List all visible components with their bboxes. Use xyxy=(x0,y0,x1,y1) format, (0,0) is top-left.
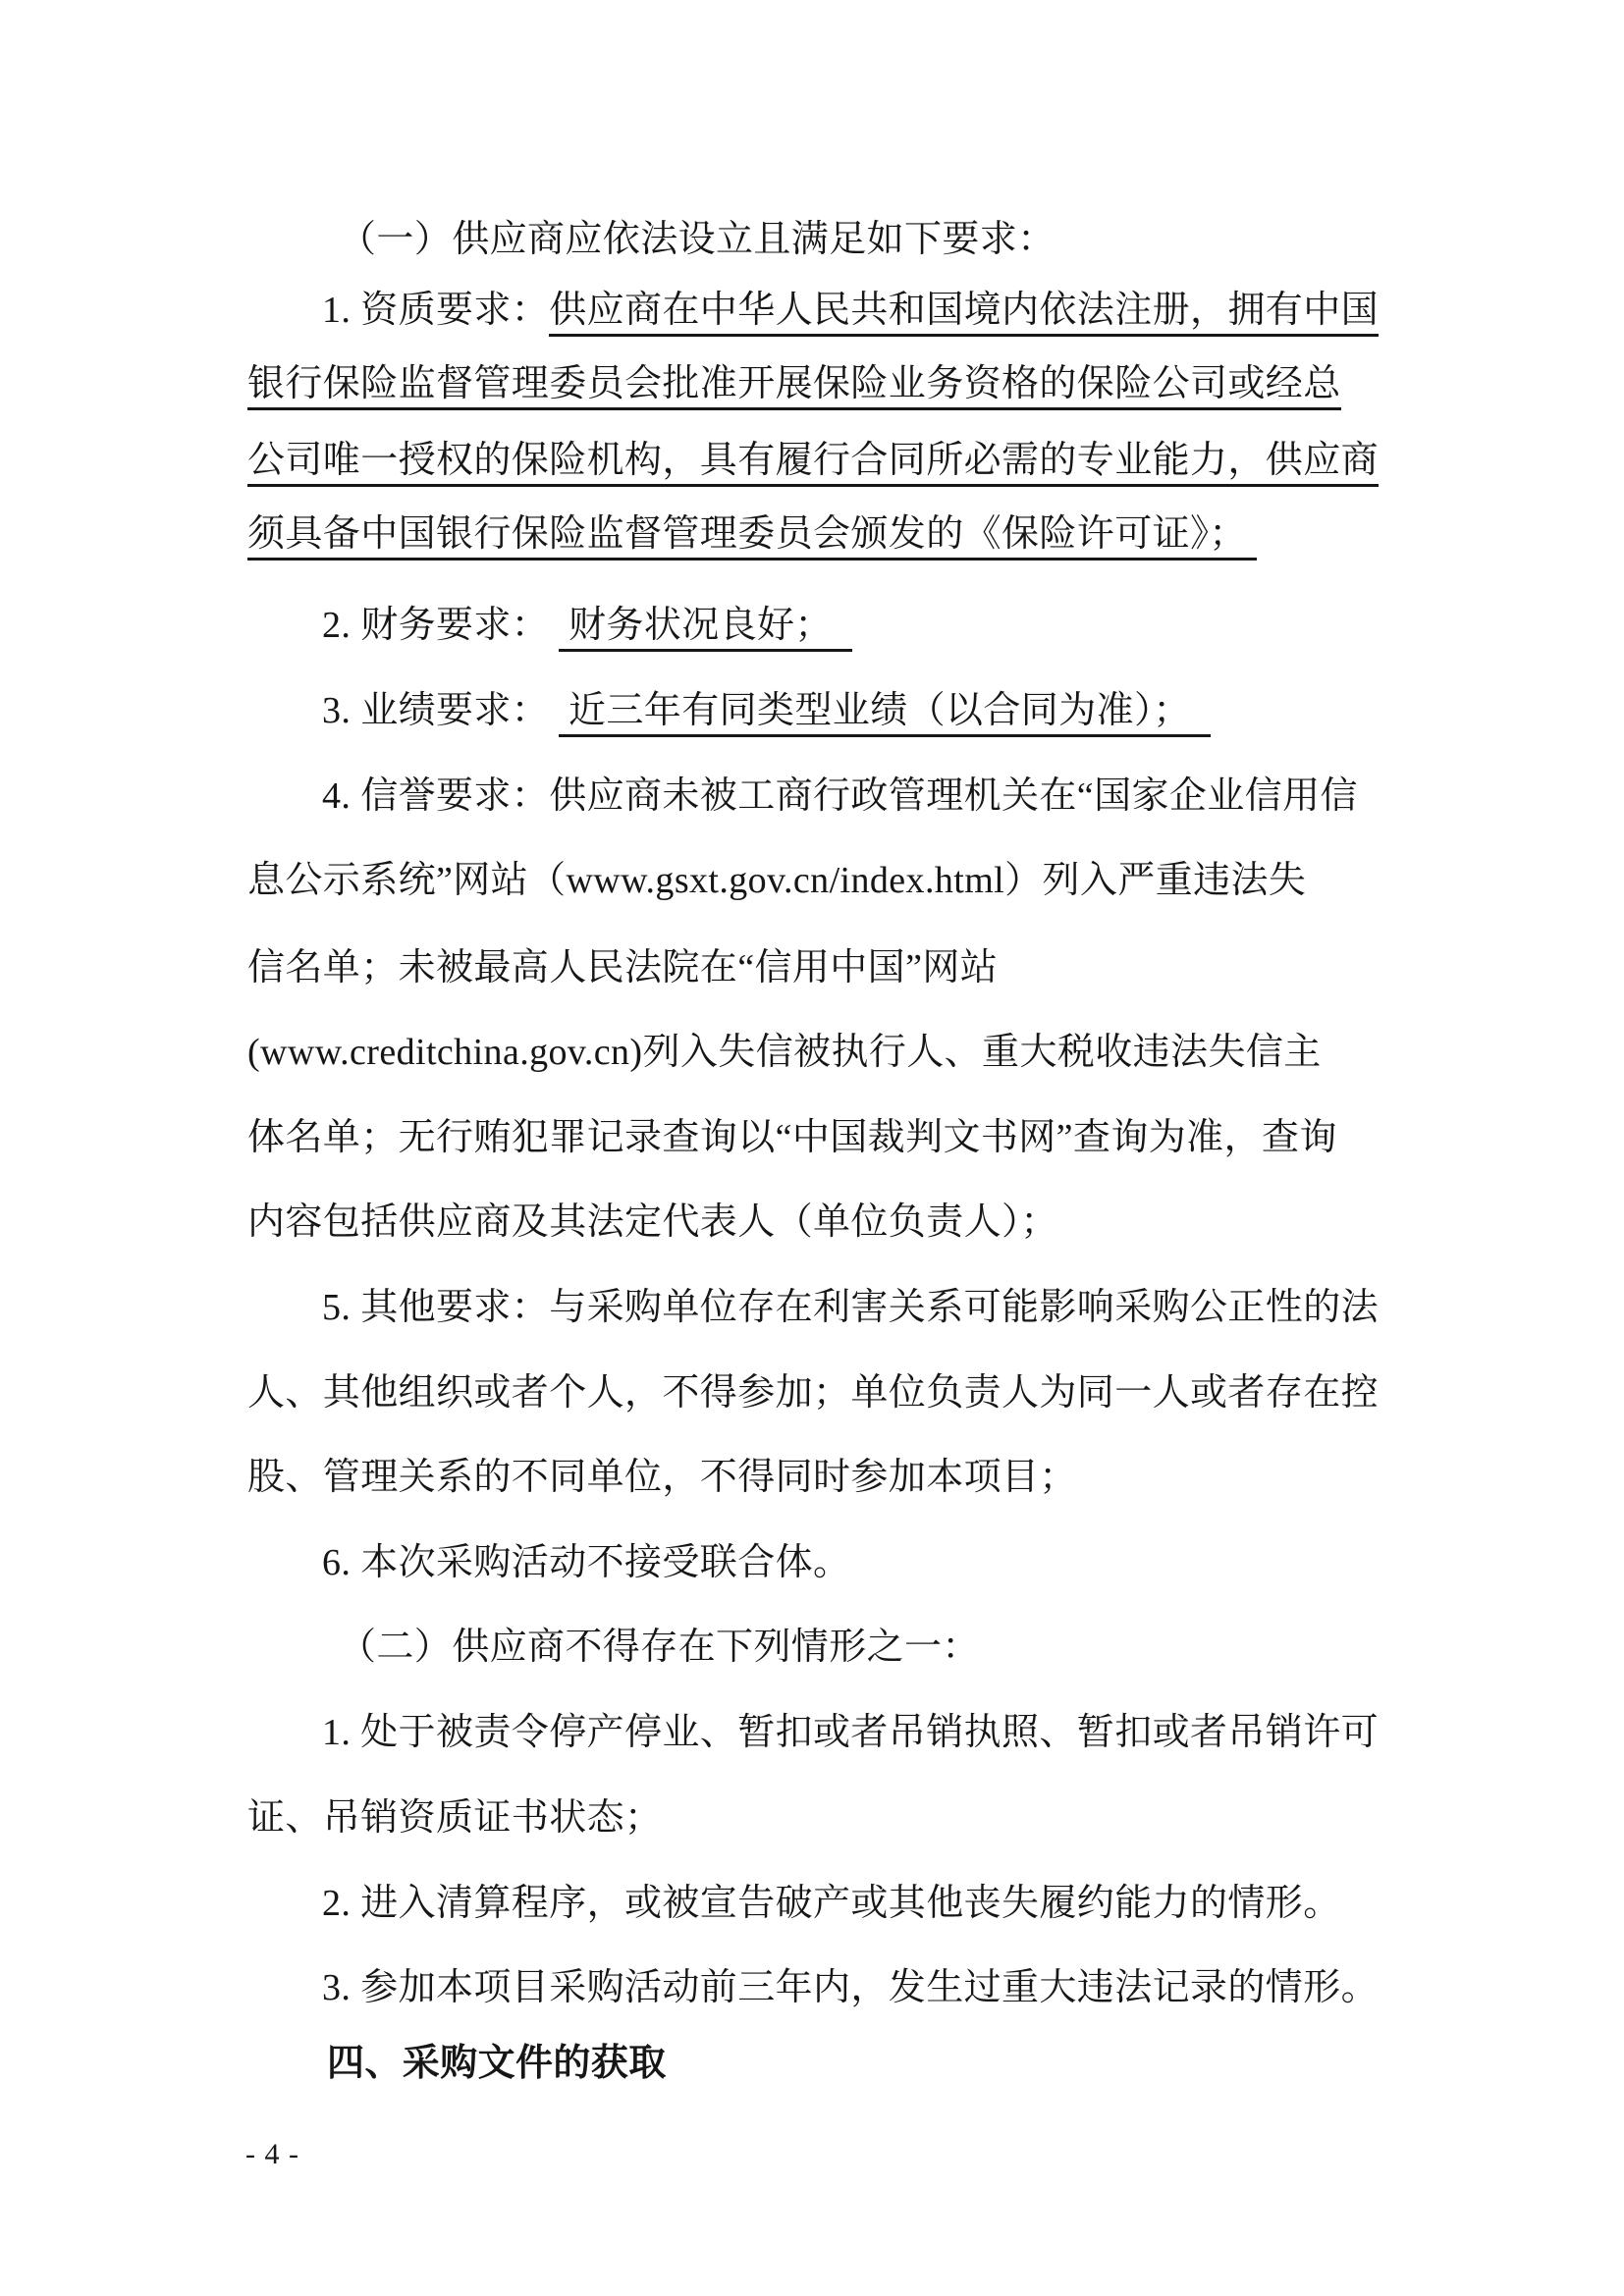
page-number: - 4 - xyxy=(245,2138,299,2170)
text-line-15 xyxy=(247,1371,1379,1415)
text-line-19 xyxy=(322,1711,1379,1754)
underlined-text-segment: 供应商在中华人民共和国境内依法注册，拥有中国 xyxy=(549,289,1379,337)
text-segment: 3. 业绩要求： xyxy=(322,690,560,731)
text-line-10 xyxy=(247,946,998,989)
text-line-2 xyxy=(322,289,1379,337)
section-heading xyxy=(327,2042,667,2085)
text-segment: 四、采购文件的获取 xyxy=(327,2043,667,2084)
text-line-7 xyxy=(322,689,1211,737)
text-line-22 xyxy=(322,1966,1379,2009)
text-segment: 6. 本次采购活动不接受联合体。 xyxy=(322,1542,851,1583)
text-line-3 xyxy=(247,362,1341,410)
text-segment: 人、其他组织或者个人，不得参加；单位负责人为同一人或者存在控 xyxy=(247,1372,1380,1414)
text-segment: 证、吊销资质证书状态； xyxy=(247,1797,663,1839)
text-segment: 1. 资质要求： xyxy=(322,290,550,331)
text-segment: 1. 处于被责令停产停业、暂扣或者吊销执照、暂扣或者吊销许可 xyxy=(322,1712,1380,1753)
underlined-text-segment: 须具备中国银行保险监督管理委员会颁发的《保险许可证》； xyxy=(247,512,1257,561)
text-segment: 2. 进入清算程序，或被宣告破产或其他丧失履约能力的情形。 xyxy=(322,1883,1341,1924)
text-segment: 3. 参加本项目采购活动前三年内，发生过重大违法记录的情形。 xyxy=(322,1967,1380,2008)
text-line-9 xyxy=(247,859,1306,902)
text-line-17 xyxy=(322,1541,850,1584)
text-segment: （二）供应商不得存在下列情形之一： xyxy=(339,1627,980,1668)
text-segment: 信名单；未被最高人民法院在“信用中国”网站 xyxy=(247,947,999,988)
text-line-4 xyxy=(247,439,1379,487)
text-line-20 xyxy=(247,1796,662,1840)
text-line-11 xyxy=(247,1031,1322,1074)
text-line-21 xyxy=(322,1882,1341,1925)
text-segment: （一）供应商应依法设立且满足如下要求： xyxy=(339,219,1056,260)
text-line-8 xyxy=(322,774,1358,818)
text-segment: 内容包括供应商及其法定代表人（单位负责人）； xyxy=(247,1201,1058,1243)
text-segment: 2. 财务要求： xyxy=(322,605,560,646)
text-line-1 xyxy=(339,218,1056,261)
text-segment: 股、管理关系的不同单位，不得同时参加本项目； xyxy=(247,1457,1077,1498)
underlined-text-segment: 银行保险监督管理委员会批准开展保险业务资格的保险公司或经总 xyxy=(247,362,1341,410)
underlined-text-segment: 财务状况良好； xyxy=(559,604,852,652)
text-line-5 xyxy=(247,512,1257,561)
text-line-14 xyxy=(322,1286,1379,1329)
text-line-12 xyxy=(247,1116,1337,1159)
text-segment: 息公示系统”网站（www.gsxt.gov.cn/index.html）列入严重违法失 xyxy=(247,860,1307,901)
text-line-13 xyxy=(247,1201,1058,1244)
text-line-16 xyxy=(247,1456,1077,1499)
text-segment: 5. 其他要求：与采购单位存在利害关系可能影响采购公正性的法 xyxy=(322,1287,1380,1328)
text-segment: (www.creditchina.gov.cn)列入失信被执行人、重大税收违法失信主 xyxy=(247,1032,1322,1073)
text-segment: 4. 信誉要求：供应商未被工商行政管理机关在“国家企业信用信 xyxy=(322,775,1358,817)
underlined-text-segment: 公司唯一授权的保险机构，具有履行合同所必需的专业能力，供应商 xyxy=(247,439,1379,487)
text-segment: 体名单；无行贿犯罪记录查询以“中国裁判文书网”查询为准，查询 xyxy=(247,1117,1337,1158)
text-line-6 xyxy=(322,604,852,652)
underlined-text-segment: 近三年有同类型业绩（以合同为准）； xyxy=(559,689,1211,737)
text-line-18 xyxy=(339,1626,980,1669)
